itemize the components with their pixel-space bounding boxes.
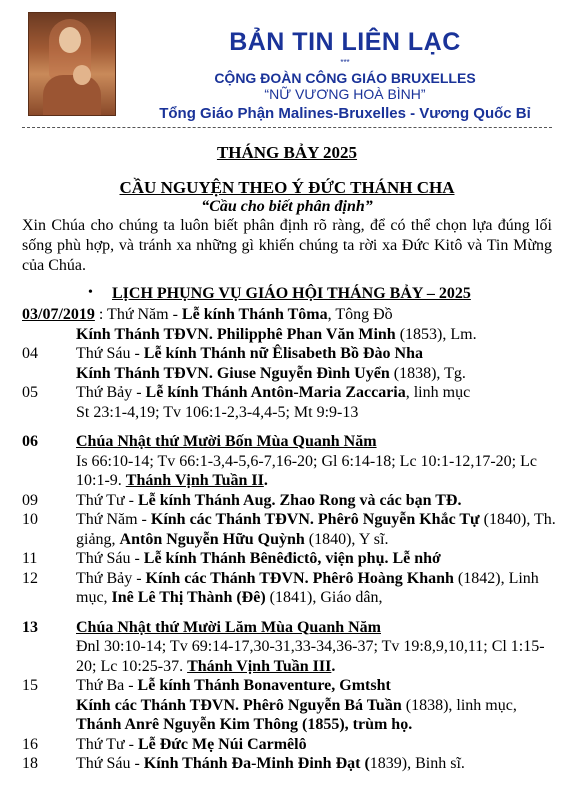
liturgy-calendar-title: LỊCH PHỤNG VỤ GIÁO HỘI THÁNG BẢY – 2025 xyxy=(112,285,471,302)
list-item: 10 Thứ Năm - Kính các Thánh TĐVN. Phêrô Nguyễn Khắc Tự (1840), Th. giảng, Antôn Nguyễn Hữu Quỳnh (1840), Y sĩ. xyxy=(22,511,556,548)
entry-date: 16 xyxy=(22,735,38,753)
newsletter-title: BẢN TIN LIÊN LẠC xyxy=(229,28,461,56)
madonna-statue-image xyxy=(28,12,116,116)
prayer-title: CẦU NGUYỆN THEO Ý ĐỨC THÁNH CHA xyxy=(119,178,455,197)
entry-date: 13 xyxy=(22,618,38,636)
header-divider xyxy=(22,127,552,128)
entry-date: 18 xyxy=(22,755,38,772)
list-item: 09 Thứ Tư - Lễ kính Thánh Aug. Zhao Rong và các bạn TĐ. xyxy=(22,491,462,509)
bullet-icon: • xyxy=(88,285,93,300)
list-item: 13 Chúa Nhật thứ Mười Lăm Mùa Quanh Năm Đnl 30:10-14; Tv 69:14-17,30-31,33-34,36-37; Tv 19:8,9,10,11; Cl 1:15-20; Lc 10:25-37. Thánh Vịnh Tuần III. xyxy=(22,618,545,675)
entry-date: 10 xyxy=(22,511,38,528)
list-item: 11 Thứ Sáu - Lễ kính Thánh Bênêđictô, viện phụ. Lễ nhớ xyxy=(22,550,441,567)
list-item: 04 Thứ Sáu - Lễ kính Thánh nữ Êlisabeth Bồ Đào Nha Kính Thánh TĐVN. Giuse Nguyễn Đình Uyển (1838), Tg. xyxy=(22,345,466,382)
community-name: CỘNG ĐOÀN CÔNG GIÁO BRUXELLES xyxy=(214,70,476,86)
list-item: 06 Chúa Nhật thứ Mười Bốn Mùa Quanh Năm Is 66:10-14; Tv 66:1-3,4-5,6-7,16-20; Gl 6:14-18; Lc 10:1-12,17-20; Lc 10:1-9. Thánh Vịnh Tuần II. xyxy=(22,433,537,489)
list-item: 18 Thứ Sáu - Kính Thánh Đa-Minh Đinh Đạt (1839), Binh sĩ. xyxy=(22,755,465,772)
list-item: 03/07/2019 : Thứ Năm - Lễ kính Thánh Tôma, Tông Đồ Kính Thánh TĐVN. Philipphê Phan Văn Minh (1853), Lm. xyxy=(22,306,477,343)
title-stars: *** xyxy=(340,58,350,67)
entry-date: 09 xyxy=(22,491,38,509)
list-item: 15 Thứ Ba - Lễ kính Thánh Bonaventure, Gmtsht Kính các Thánh TĐVN. Phêrô Nguyễn Bá Tuần (1838), linh mục, Thánh Anrê Nguyễn Kim Thông (1855), trùm họ. xyxy=(22,677,517,733)
entry-date: 04 xyxy=(22,345,38,362)
prayer-text: Xin Chúa cho chúng ta luôn biết phân định rõ ràng, để có thể chọn lựa đúng lối sống phù hợp, và tránh xa những gì khiến chúng ta rời xa Đức Kitô và Tin Mừng của Chúa. xyxy=(22,217,552,274)
list-item: 05 Thứ Bảy - Lễ kính Thánh Antôn-Maria Zaccaria, linh mục St 23:1-4,19; Tv 106:1-2,3-4,4-5; Mt 9:9-13 xyxy=(22,384,471,421)
entry-date: 05 xyxy=(22,384,38,401)
list-item: 16 Thứ Tư - Lễ Đức Mẹ Núi Carmêlô xyxy=(22,735,307,753)
entry-date: 06 xyxy=(22,433,38,450)
entry-date: 12 xyxy=(22,569,38,587)
diocese-line: Tổng Giáo Phận Malines-Bruxelles - Vương Quốc Bỉ xyxy=(159,105,531,122)
month-title: THÁNG BẢY 2025 xyxy=(216,143,358,162)
newsletter-header xyxy=(0,0,574,130)
entry-date: 11 xyxy=(22,550,38,567)
community-motto: “NỮ VƯƠNG HOÀ BÌNH” xyxy=(264,86,426,102)
entry-date: 03/07/2019 xyxy=(22,306,95,323)
list-item: 12 Thứ Bảy - Kính các Thánh TĐVN. Phêrô Hoàng Khanh (1842), Linh mục, Inê Lê Thị Thành (Đê) (1841), Giáo dân, xyxy=(22,569,539,606)
entry-date: 15 xyxy=(22,677,38,694)
liturgy-list xyxy=(22,305,562,774)
prayer-subtitle: “Cầu cho biết phân định” xyxy=(201,198,373,215)
